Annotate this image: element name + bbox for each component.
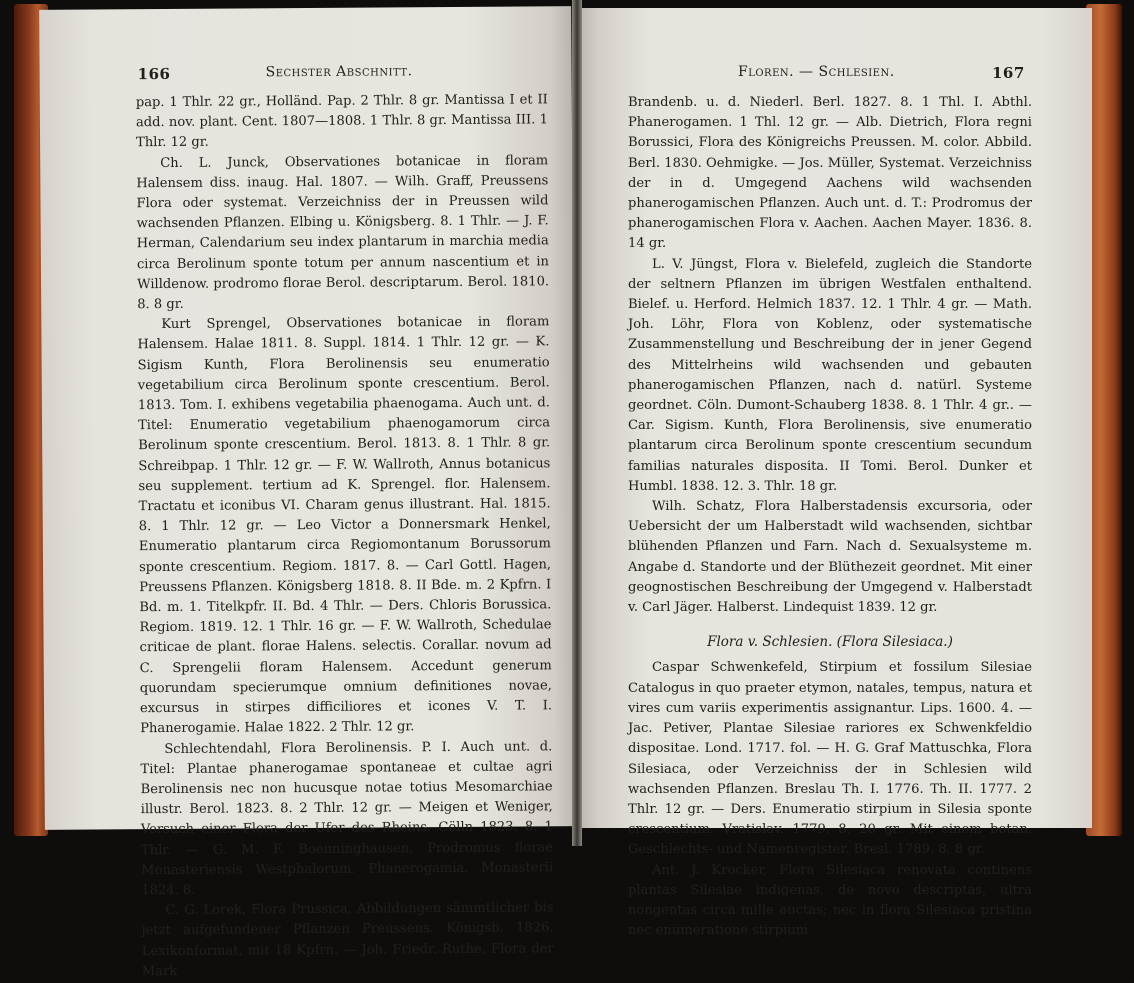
paragraph: Caspar Schwenkefeld, Stirpium et fossilum Silesiae Catalogus in quo praeter etymon, natales, tempus, natura et vires cum variis experimentis assignantur. Lips. 1600. 4. — Jac. Petiver, Plantae Silesiae rariores ex Schwenkfeldio dispositae. Lond. 1717. fol. — H. G. Graf Mattuschka, Flora Silesiaca, oder Verzeichniss der in Schlesien wild wachsenden Pflanzen. Breslau Th. I. 1776. Th. II. 1777. 2 Thlr. 12 gr. — Ders. Enumeratio stirpium in Silesia sponte crescentium. Vratislav. 1779. 8. 20 gr. Mit einem botan. Geschlechts- und Namenregister. Bresl. 1789. 8. 8 gr.: [628, 660, 1032, 858]
book-gutter: [572, 0, 582, 846]
paragraph: L. V. Jüngst, Flora v. Bielefeld, zugleich die Standorte der seltnern Pflanzen im übrigen Westfalen enthaltend. Bielef. u. Herford. Helmich 1837. 12. 1 Thlr. 4 gr. — Math. Joh. Löhr, Flora von Koblenz, oder systematische Zusammenstellung und Beschreibung der in jener Gegend des Mittelrheins wild wachsenden und gebauten phanerogamischen Pflanzen, nach d. natürl. Systeme geordnet. Cöln. Dumont-Schauberg 1838. 8. 1 Thlr. 4 gr.. — Car. Sigism. Kunth, Flora Berolinensis, sive enumeratio plantarum circa Berolinum sponte crescentium secundum familias naturales disposita. II Tomi. Berol. Dunker et Humbl. 1838. 12. 3. Thlr. 18 gr.: [628, 256, 1032, 494]
right-page: [578, 8, 1092, 939]
paragraph: Brandenb. u. d. Niederl. Berl. 1827. 8. 1 Thl. I. Abthl. Phanerogamen. 1 Thl. 12 gr. — Alb. Dietrich, Flora regni Borussici, Flora des Königreichs Preussen. M. color. Abbild. Berl. 1830. Oehmigke. — Jos. Müller, Systemat. Verzeichniss der in d. Umgegend Aachens wild wachsenden phanerogamischen Pflanzen. Auch unt. d. T.: Prodromus der phanerogamischen Flora v. Aachen. Aachen Mayer. 1836. 8. 14 gr.: [628, 95, 1032, 252]
paragraph: pap. 1 Thlr. 22 gr., Holländ. Pap. 2 Thlr. 8 gr. Mantissa I et II add. nov. plant. Cent. 1807—1808. 1 Thlr. 8 gr. Mantissa III. 1 Thlr. 12 gr.: [135, 92, 548, 151]
section-title: Flora v. Schlesien. (Flora Silesiaca.): [707, 634, 953, 651]
left-page: [39, 6, 577, 979]
paragraph: C. G. Lorek, Flora Prussica, Abbildungen sämmtlicher bis jetzt aufgefundener Pflanzen Preussens. Königsb. 1826. Lexikonformat, mit 18 Kpfrn. — Joh. Friedr. Ruthe, Flora der Mark: [141, 900, 554, 979]
page-number-left: 166: [137, 64, 171, 84]
running-head-left: Sechster Abschnitt.: [265, 63, 413, 81]
paragraph: Ant. J. Krocker, Flora Silesiaca renovata continens plantas Silesiae indigenas, de novo descriptas, ultra nongentas circa mille auctas; nec in flora Silesiaca pristina nec enumeratione stirpium: [628, 862, 1032, 939]
paragraph: Wilh. Schatz, Flora Halberstadensis excursoria, oder Uebersicht der um Halberstadt wild wachsenden, sichtbar blühenden Pflanzen und Farn. Nach d. Sexualsysteme m. Angabe d. Standorte und der Blüthezeit geordnet. Mit einer geognostischen Beschreibung der Umgegend v. Halberstadt v. Carl Jäger. Halberst. Lindequist 1839. 12 gr.: [628, 499, 1032, 616]
paragraph: Kurt Sprengel, Observationes botanicae in floram Halensem. Halae 1811. 8. Suppl. 1814. 1 Thlr. 12 gr. — K. Sigism Kunth, Flora Berolinensis seu enumeratio vegetabilium circa Berolinum sponte crescentium. Berol. 1813. Tom. I. exhibens vegetabilia phaenogama. Auch unt. d. Titel: Enumeratio vegetabilium phaenogamorum circa Berolinum sponte crescentium. Berol. 1813. 8. 1 Thlr. 8 gr. Schreibpap. 1 Thlr. 12 gr. — F. W. Wallroth, Annus botanicus seu supplement. tertium ad K. Sprengel. flor. Halensem. Tractatu et iconibus VI. Charam genus illustrant. Hal. 1815. 8. 1 Thlr. 12 gr. — Leo Victor a Donnersmark Henkel, Enumeratio plantarum circa Regiomontanum Borussorum sponte crescentium. Regiom. 1817. 8. — Carl Gottl. Hagen, Preussens Pflanzen. Königsberg 1818. 8. II Bde. m. 2 Kpfrn. I Bd. m. 1. Titelkpfr. II. Bd. 4 Thlr. — Ders. Chloris Borussica. Regiom. 1819. 12. 1 Thlr. 16 gr. — F. W. Wallroth, Schedulae criticae de plant. florae Halens. selectis. Corallar. novum ad C. Sprengelii floram Halensem. Accedunt generum quorundam specierumque omnium definitiones novae, excursus in stirpes difficiliores et icones V. T. I. Phanerogamie. Halae 1822. 2 Thlr. 12 gr.: [137, 314, 553, 737]
running-head-right: Floren. — Schlesien.: [738, 64, 895, 80]
paragraph: Ch. L. Junck, Observationes botanicae in floram Halensem diss. inaug. Hal. 1807. — Wilh. Graff, Preussens Flora oder systemat. Verzeichniss der in Preussen wild wachsenden Pflanzen. Elbing u. Königsberg. 8. 1 Thlr. — J. F. Herman, Calendarium seu index plantarum in marchia media circa Berolinum sponte totum per annum nascentium et in Willdenow. prodromo florae Berol. descriptarum. Berol. 1810. 8. 8 gr.: [136, 152, 550, 313]
right-page-body: [628, 93, 1032, 941]
page-number-right: 167: [992, 64, 1025, 82]
paragraph: Schlechtendahl, Flora Berolinensis. P. I. Auch unt. d. Titel: Plantae phanerogamae spontaneae et cultae agri Berolinensis nec non hucusque notae totius Mesomarchiae illustr. Berol. 1823. 8. 2 Thlr. 12 gr. — Meigen et Weniger, Versuch einer Flora der Ufer des Rheins. Cölln 1823. 8. 1 Thlr. — G. M. F. Boenninghausen, Prodromus florae Monasteriensis Westphalorum. Phanerogamia. Monasterii 1824. 8.: [140, 738, 554, 899]
left-page-body: [136, 90, 554, 982]
